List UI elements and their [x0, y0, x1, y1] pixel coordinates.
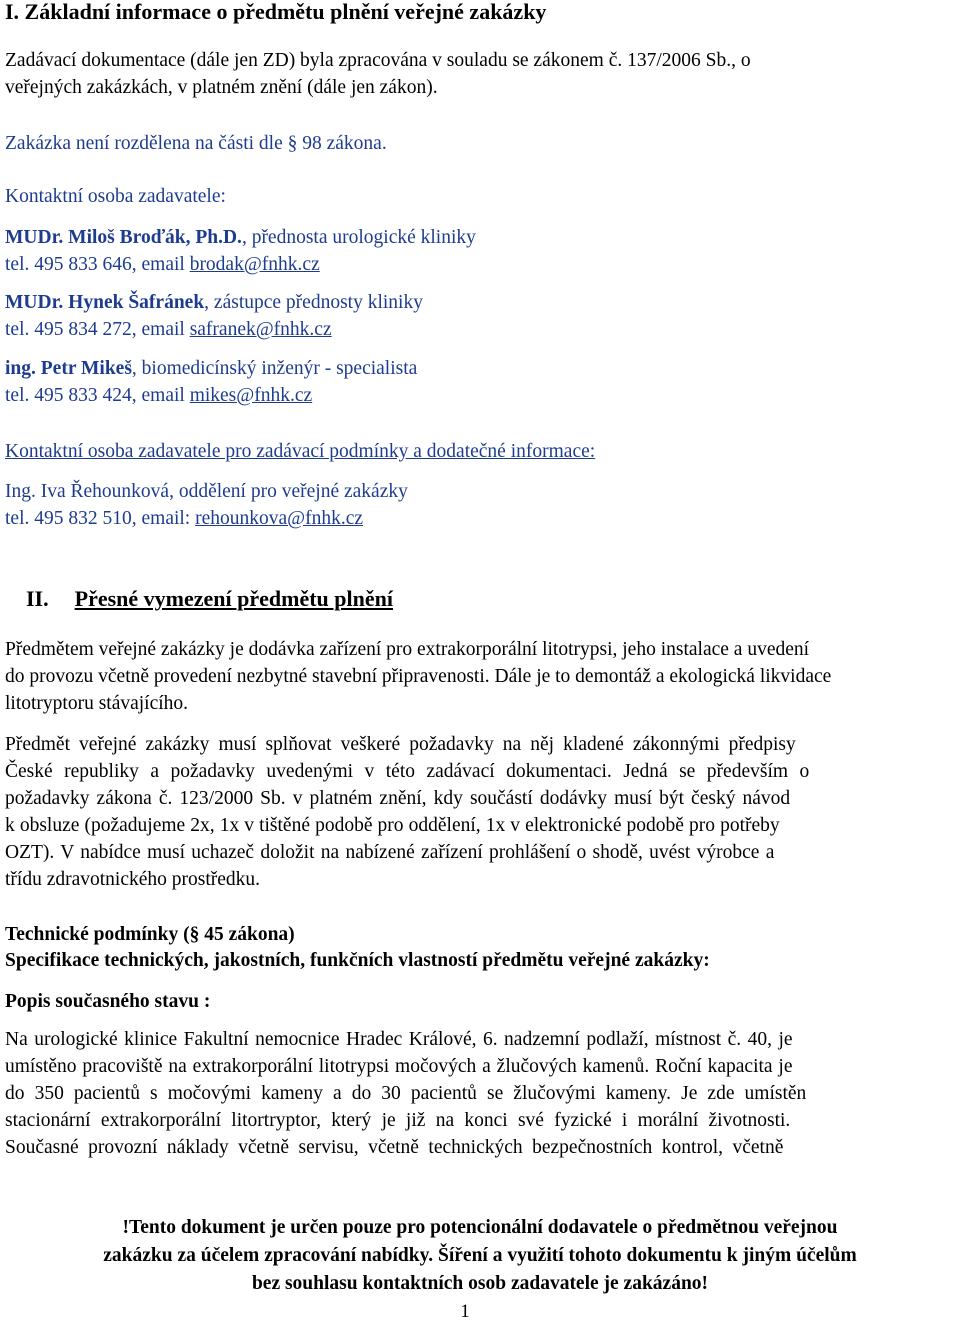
section-2-paragraph-2: [5, 731, 960, 893]
contact-1: [5, 224, 960, 278]
intro-line: veřejných zakázkách, v platném znění (dále jen zákon).: [5, 77, 438, 98]
specification-heading: Specifikace technických, jakostních, funkčních vlastností předmětu veřejné zakázky:: [5, 950, 710, 971]
paragraph-line: stacionární extrakorporální litortryptor, který je již na konci své fyzické i morální životnosti.: [5, 1110, 791, 1131]
section-1-intro: [5, 47, 960, 101]
contact-2: [5, 289, 960, 343]
section-2-paragraph-1: [5, 636, 960, 717]
paragraph-line: požadavky zákona č. 123/2000 Sb. v platném znění, kdy součástí dodávky musí být český návod: [5, 788, 791, 809]
contact-role: , zástupce přednosty kliniky: [204, 292, 423, 313]
paragraph-line: do provozu včetně provedení nezbytné stavební připravenosti. Dále je to demontáž a ekologická likvidace: [5, 666, 832, 687]
paragraph-line: k obsluze (požadujeme 2x, 1x v tištěné podobě pro oddělení, 1x v elektronické podobě pro potřeby: [5, 815, 780, 836]
page-number: 1: [460, 1301, 470, 1322]
paragraph-line: Předmět veřejné zakázky musí splňovat veškeré požadavky na něj kladené zákonnými předpisy: [5, 734, 796, 755]
email-link[interactable]: mikes@fnhk.cz: [189, 385, 313, 406]
paragraph-line: Předmětem veřejné zakázky je dodávka zařízení pro extrakorporální litotrypsi, jeho instalace a uvedení: [5, 639, 810, 660]
section-2-title: [26, 585, 960, 612]
notice-line: bez souhlasu kontaktních osob zadavatele je zakázáno!: [251, 1273, 709, 1294]
section-1-title: I. Základní informace o předmětu plnění veřejné zakázky: [5, 0, 547, 24]
contact-tel: tel. 495 834 272, email: [5, 319, 190, 340]
info-contact-heading: Kontaktní osoba zadavatele pro zadávací podmínky a dodatečné informace:: [5, 441, 596, 462]
paragraph-line: Na urologické klinice Fakultní nemocnice Hradec Králové, 6. nadzemní podlaží, místnost č. 40, je: [5, 1029, 793, 1050]
paragraph-line: České republiky a požadavky uvedenými v této zadávací dokumentaci. Jedná se především o: [5, 761, 810, 782]
contact-heading: Kontaktní osoba zadavatele:: [5, 186, 226, 207]
contact-tel: tel. 495 833 646, email: [5, 254, 190, 275]
not-divided-note: Zakázka není rozdělena na části dle § 98 zákona.: [5, 133, 387, 154]
paragraph-line: Současné provozní náklady včetně servisu, včetně technických bezpečnostních kontrol, včetně: [5, 1137, 784, 1158]
paragraph-line: litotryptoru stávajícího.: [5, 693, 189, 714]
paragraph-line: umístěno pracoviště na extrakorporální litotrypsi močových a žlučových kamenů. Roční kapacita je: [5, 1056, 793, 1077]
paragraph-line: do 350 pacientů s močovými kameny a do 30 pacientů se žlučovými kameny. Je zde umístěn: [5, 1083, 807, 1104]
notice-line: zakázku za účelem zpracování nabídky. Šíření a využití tohoto dokumentu k jiným účelům: [103, 1245, 857, 1266]
paragraph-line: OZT). V nabídce musí uchazeč doložit na nabízené zařízení prohlášení o shodě, uvést výrobce a: [5, 842, 775, 863]
info-contact: [5, 478, 960, 532]
email-link[interactable]: rehounkova@fnhk.cz: [195, 508, 364, 529]
tech-conditions-heading: Technické podmínky (§ 45 zákona): [5, 924, 295, 945]
contact-tel: tel. 495 833 424, email: [5, 385, 190, 406]
contact-role: , biomedicínský inženýr - specialista: [131, 358, 418, 379]
email-link[interactable]: brodak@fnhk.cz: [189, 254, 320, 275]
email-link[interactable]: safranek@fnhk.cz: [189, 319, 332, 340]
section-2-heading: Přesné vymezení předmětu plnění: [74, 586, 393, 611]
contact-3: [5, 355, 960, 409]
contact-name: ing. Petr Mikeš: [5, 358, 132, 379]
notice-line: !Tento dokument je určen pouze pro potencionální dodavatele o předmětnou veřejnou: [122, 1217, 838, 1238]
section-2-number: II.: [26, 586, 49, 611]
intro-line: Zadávací dokumentace (dále jen ZD) byla zpracována v souladu se zákonem č. 137/2006 Sb., o: [5, 50, 751, 71]
contact-tel: tel. 495 832 510, email:: [5, 508, 196, 529]
info-contact-name: Ing. Iva Řehounková, oddělení pro veřejné zakázky: [5, 481, 408, 502]
current-state-heading: Popis současného stavu :: [5, 991, 211, 1012]
contact-name: MUDr. Miloš Broďák, Ph.D.: [5, 227, 242, 248]
confidentiality-notice: [0, 1214, 960, 1298]
contact-role: , přednosta urologické kliniky: [241, 227, 476, 248]
section-2-paragraph-3: [5, 1026, 960, 1161]
contact-name: MUDr. Hynek Šafránek: [5, 292, 205, 313]
paragraph-line: třídu zdravotnického prostředku.: [5, 869, 261, 890]
